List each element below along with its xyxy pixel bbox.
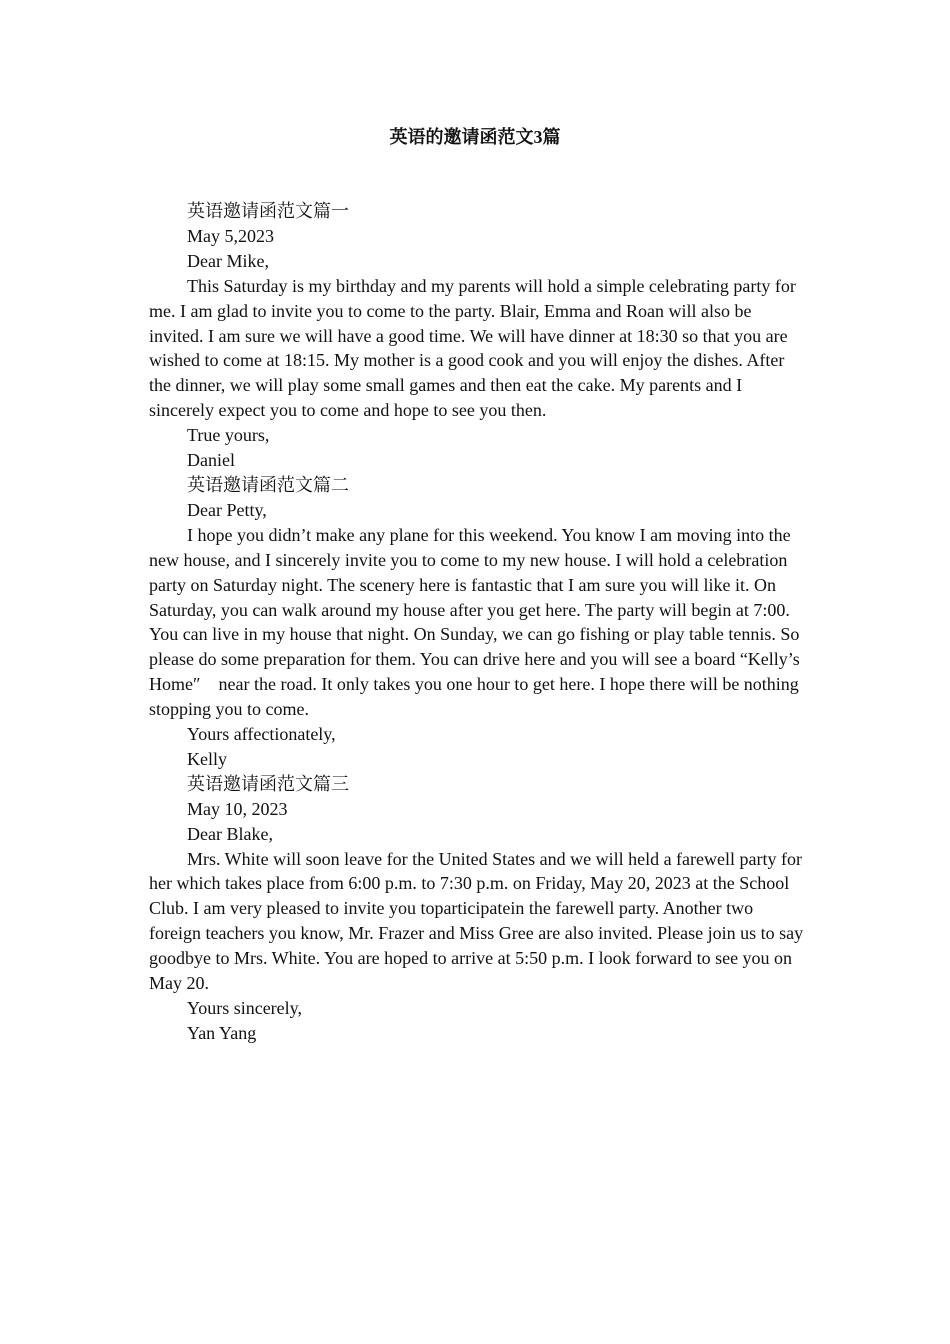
- letter-signature: Yan Yang: [187, 1022, 257, 1043]
- letter-heading: 英语邀请函范文篇一: [187, 201, 349, 221]
- letter-closing: Yours sincerely,: [187, 998, 302, 1018]
- letter-signature: Daniel: [187, 450, 235, 471]
- letter-body: This Saturday is my birthday and my parents will hold a simple celebrating party for me. I am glad to invite you to come to the party. Blair, Emma and Roan will also be invited. I am sure we will have a good time. We will have dinner at 18:30 so that you are wished to come at 18:15. My mother is a good cook and you will enjoy the dishes. After the dinner, we will play some small games and then eat the cake. My parents and I sincerely expect you to come and hope to see you then.: [149, 275, 796, 421]
- letter-body: Mrs. White will soon leave for the United States and we will held a farewell party for her which takes place from 6:00 p.m. to 7:30 p.m. on Friday, May 20, 2023 at the School Club. I am very pleased to invite you toparticipatein the farewell party. Another two foreign teachers you know, Mr. Frazer and Miss Gree are also invited. Please join us to say goodbye to Mrs. White. You are hoped to arrive at 5:50 p.m. I look forward to see you on May 20.: [149, 848, 804, 994]
- letter-closing: True yours,: [187, 425, 270, 446]
- letter-body: I hope you didn’t make any plane for this weekend. You know I am moving into the new house, and I sincerely invite you to come to my new house. I will hold a celebration party on Saturday night. The scenery here is fantastic that I am sure you will like it. On Saturday, you can walk around my house after you get here. The party will begin at 7:00. You can live in my house that night. On Sunday, we can go fishing or play table tennis. So please do some preparation for them. You can drive here and you will see a board “Kelly’s Home″ near the road. It only takes you one hour to get here. I hope there will be nothing stopping you to come.: [149, 524, 800, 720]
- letter-salutation: Dear Blake,: [187, 823, 273, 844]
- letter-date: May 5,2023: [187, 225, 274, 246]
- letter-date: May 10, 2023: [187, 798, 288, 819]
- letter-closing: Yours affectionately,: [187, 724, 336, 745]
- document-body: [149, 199, 805, 1046]
- letter-signature: Kelly: [187, 748, 227, 769]
- letter-salutation: Dear Petty,: [187, 499, 267, 520]
- letter-salutation: Dear Mike,: [187, 250, 269, 271]
- document-title: 英语的邀请函范文3篇: [389, 127, 561, 147]
- letter-heading: 英语邀请函范文篇三: [187, 773, 349, 794]
- letter-heading: 英语邀请函范文篇二: [187, 474, 349, 495]
